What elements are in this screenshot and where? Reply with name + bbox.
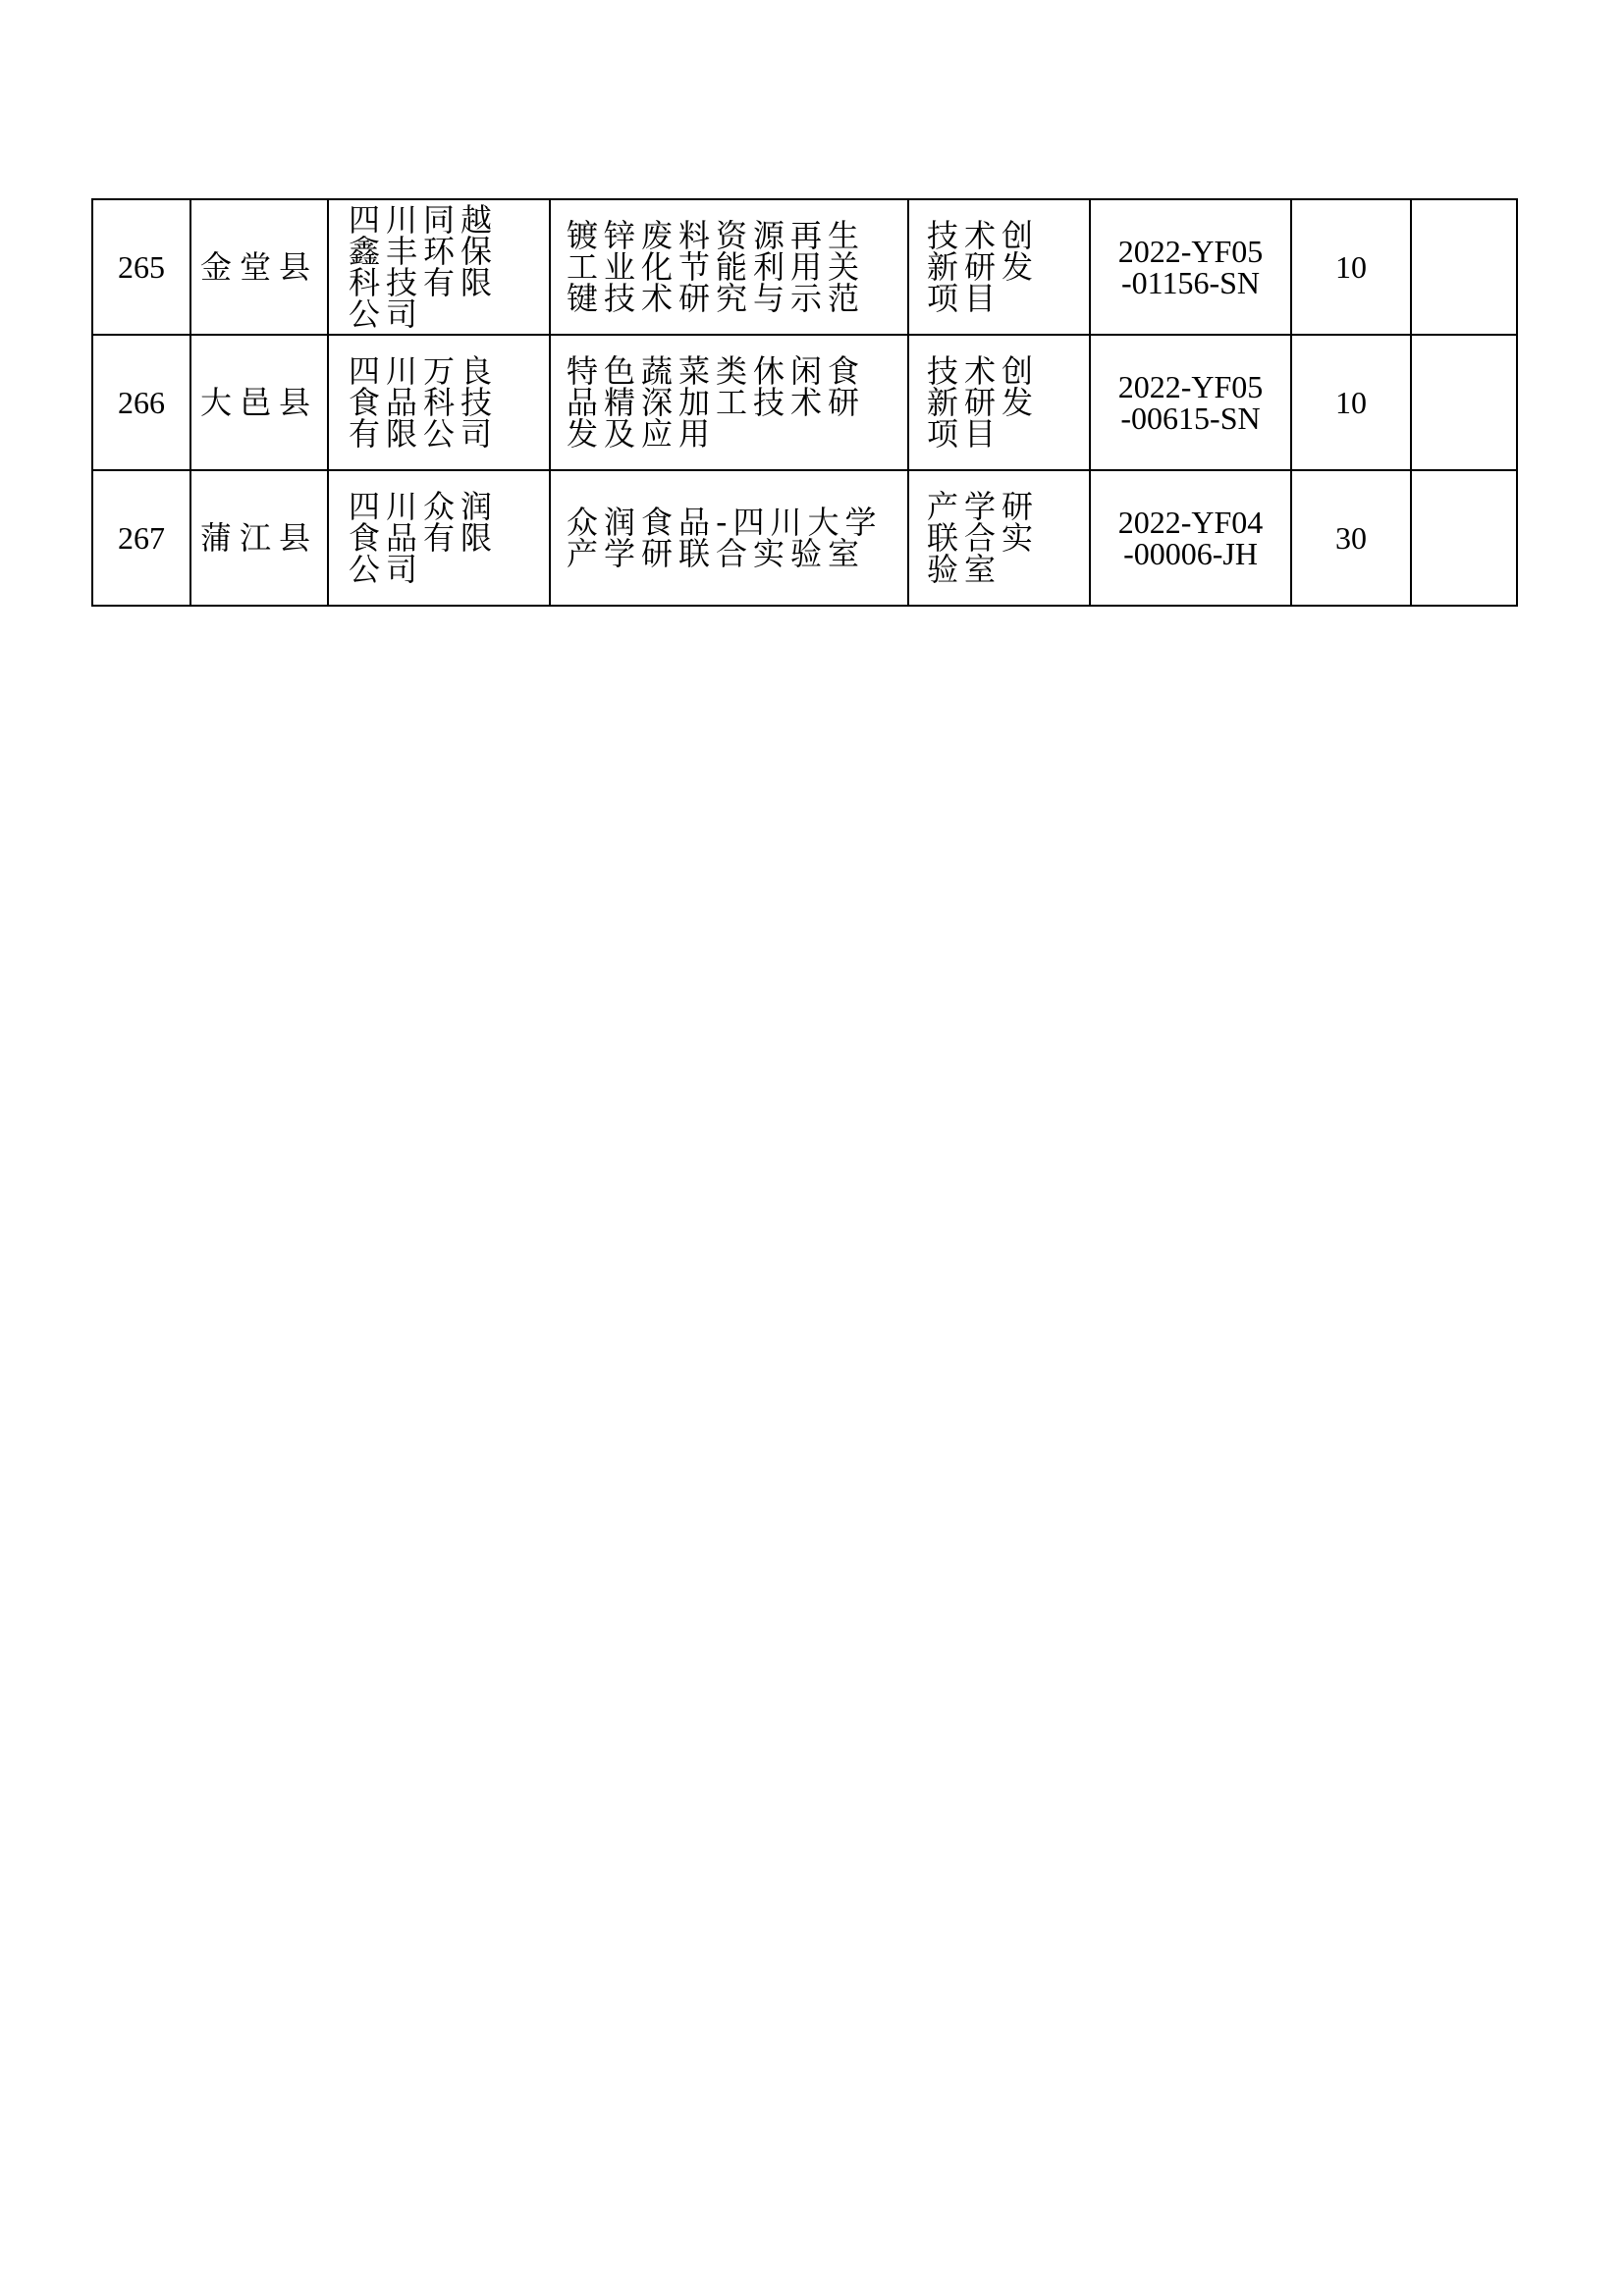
project-category: 技术创新研发项目 [927, 352, 1040, 453]
funding-amount: 30 [1291, 470, 1411, 606]
company-name: 四川万良食品科技有限公司 [349, 352, 499, 453]
project-name: 特色蔬菜类休闲食品精深加工技术研发及应用 [567, 352, 866, 453]
company-cell [328, 470, 550, 606]
project-code-line1: 2022-YF05 [1117, 369, 1264, 404]
project-name: 众润食品-四川大学产学研联合实验室 [567, 504, 883, 572]
county-name: 金堂县 [199, 248, 318, 286]
project-code-line2: -00615-SN [1120, 400, 1261, 436]
project-name: 镀锌废料资源再生工业化节能利用关键技术研究与示范 [567, 217, 866, 317]
row-number: 267 [92, 470, 190, 606]
county-name: 大邑县 [199, 384, 318, 421]
company-name: 四川同越鑫丰环保科技有限公司 [349, 201, 499, 333]
row-number: 265 [92, 199, 190, 335]
category-cell [908, 470, 1090, 606]
project-cell [550, 470, 908, 606]
county-cell [190, 199, 328, 335]
project-cell [550, 335, 908, 470]
note-cell [1411, 335, 1517, 470]
county-name: 蒲江县 [199, 519, 318, 557]
project-code-cell [1090, 199, 1291, 335]
category-cell [908, 199, 1090, 335]
table-row [92, 470, 1517, 606]
company-name: 四川众润食品有限公司 [349, 488, 499, 588]
project-category: 产学研联合实验室 [927, 488, 1040, 588]
project-category: 技术创新研发项目 [927, 217, 1040, 317]
table-row [92, 199, 1517, 335]
company-cell [328, 199, 550, 335]
project-table [91, 198, 1518, 607]
project-code-line1: 2022-YF05 [1117, 234, 1264, 269]
project-code-cell [1090, 335, 1291, 470]
project-code-line1: 2022-YF04 [1117, 505, 1264, 540]
note-cell [1411, 199, 1517, 335]
county-cell [190, 335, 328, 470]
table-row [92, 335, 1517, 470]
row-number: 266 [92, 335, 190, 470]
project-code-line2: -01156-SN [1120, 265, 1261, 300]
project-cell [550, 199, 908, 335]
category-cell [908, 335, 1090, 470]
company-cell [328, 335, 550, 470]
funding-amount: 10 [1291, 199, 1411, 335]
note-cell [1411, 470, 1517, 606]
project-code-cell [1090, 470, 1291, 606]
funding-amount: 10 [1291, 335, 1411, 470]
county-cell [190, 470, 328, 606]
project-code-line2: -00006-JH [1123, 536, 1258, 571]
